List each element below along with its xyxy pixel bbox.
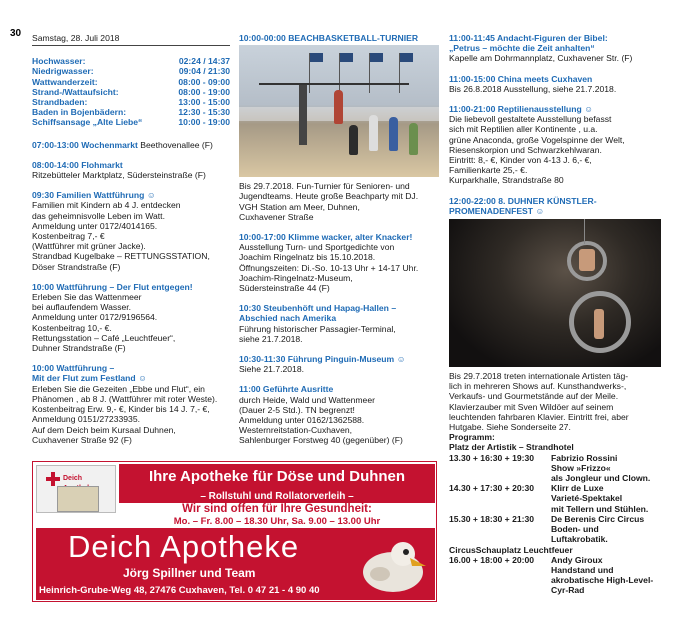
ad-headline: Ihre Apotheke für Döse und Duhnen xyxy=(119,464,435,490)
tide-label: Wattwanderzeit: xyxy=(32,76,98,87)
program-detail: Show »Frizzo« xyxy=(551,462,611,473)
text-line: Anmeldung 0151/27233935. xyxy=(32,414,140,425)
program-row xyxy=(449,453,661,484)
text-line: Erleben Sie das Wattenmeer xyxy=(32,292,142,303)
program-detail: Handstand und xyxy=(551,564,614,575)
program-time: 13.30 + 16:30 + 19:30 xyxy=(449,452,535,463)
text-line: Bis 29.7.2018. Fun-Turnier für Senioren- und xyxy=(239,181,410,192)
text-line: Die liebevoll gestaltete Ausstellung befasst xyxy=(449,114,612,125)
pharmacy-team: Jörg Spillner und Team xyxy=(123,566,256,580)
event-wochenmarkt xyxy=(32,140,230,150)
text-line: Eintritt: 8,- €, Kinder von 4-13 J. 6,- €, xyxy=(449,155,592,166)
text-line: bei auflaufendem Wasser. xyxy=(32,302,132,313)
event-title: 10:00-17:00 Klimme wacker, alter Knacker! xyxy=(239,232,413,243)
text-line: Erleben Sie die Gezeiten „Ebbe und Flut“, ein xyxy=(32,383,205,394)
text-line: Familien mit Kindern ab 4 J. entdecken xyxy=(32,200,181,211)
text-line: Cuxhavener Straße xyxy=(239,211,314,222)
event-reptilien xyxy=(449,104,661,186)
text-line: Hutgabe. Siehe Sonderseite 27. xyxy=(449,422,571,433)
program-list-2 xyxy=(449,555,661,596)
text-line: Phänomen , ab 8 J. (Wattführer mit roter Weste). xyxy=(32,393,218,404)
text-line: Sahlenburger Forstweg 40 (gegenüber) (F) xyxy=(239,435,403,446)
program-act-block xyxy=(551,514,661,545)
text-line: grüne Anaconda, große Vogelspinne der Welt, xyxy=(449,134,625,145)
text-line: Joachim Ringelnatz bis 15.10.2018. xyxy=(239,252,376,263)
program-detail: Luftakrobatik. xyxy=(551,534,608,545)
program-time: 14.30 + 17:30 + 20:30 xyxy=(449,483,535,494)
text-line: Rettungsstation – Café „Leuchtfeuer“, xyxy=(32,332,176,343)
text-line: Kostenbeitrag 10,- €. xyxy=(32,322,112,333)
text-line: leuchtenden fahrbaren Klavier. Eintritt frei, aber xyxy=(449,411,629,422)
column-3 xyxy=(449,33,661,596)
program-act: Andy Giroux xyxy=(551,554,603,565)
tide-value: 08:00 - 09:00 xyxy=(178,76,230,87)
pharmacy-cross-icon xyxy=(46,472,60,486)
text-line: (Wattführer mit grüner Jacke). xyxy=(32,241,146,252)
date-header: Samstag, 28. Juli 2018 xyxy=(32,33,230,46)
event-kuenstlerfest xyxy=(449,196,661,216)
event-flut-entgegen xyxy=(32,282,230,353)
beachbasketball-photo xyxy=(239,45,439,177)
text-line: Südersteinstraße 44 (F) xyxy=(239,283,330,294)
event-subtitle: Abschied nach Amerika xyxy=(239,313,337,324)
event-subtitle: Mit der Flut zum Festland ☺ xyxy=(32,373,147,384)
kuenstlerfest-desc xyxy=(449,371,661,432)
event-title: 10:00 Wattführung – xyxy=(32,363,115,374)
text-line: Döser Strandstraße (F) xyxy=(32,261,121,272)
program-time: 16.00 + 18:00 + 20:00 xyxy=(449,554,535,565)
program-detail: akrobatische High-Level- xyxy=(551,575,654,586)
event-beachbasketball-desc xyxy=(239,181,439,222)
text-line: Bis 26.8.2018 Ausstellung, siehe 21.7.2018. xyxy=(449,83,617,94)
text-line: durch Heide, Wald und Wattenmeer xyxy=(239,394,375,405)
program-detail: Boden- und xyxy=(551,524,599,535)
column-2 xyxy=(239,33,439,456)
event-subtitle: „Petrus – möchte die Zeit anhalten“ xyxy=(449,43,595,54)
shop-sign: Deich xyxy=(63,475,83,482)
tide-label: Niedrigwasser: xyxy=(32,66,94,77)
ad-subheadline: – Rollstuhl und Rollatorverleih – xyxy=(119,490,435,503)
text-line: lich in mehreren Shows auf. Kunsthandwerks-, xyxy=(449,381,627,392)
program-row xyxy=(449,555,661,596)
ad-hours: Mo. – Fr. 8.00 – 18.30 Uhr, Sa. 9.00 – 13.00 Uhr xyxy=(173,516,381,527)
event-subtitle: PROMENADENFEST ☺ xyxy=(449,205,545,216)
tide-value: 02:24 / 14:37 xyxy=(178,56,230,67)
event-title: 10:30 Steubenhöft und Hapag-Hallen – xyxy=(239,303,397,314)
text-line: Kostenbeitrag 7,- € xyxy=(32,231,105,242)
event-ausritte xyxy=(239,384,439,445)
event-flohmarkt xyxy=(32,160,230,180)
event-title-beachbasketball: 10:00-00:00 BEACHBASKETBALL-TURNIER xyxy=(239,33,419,43)
column-1 xyxy=(32,33,230,455)
text-line: Strandbad Kugelbake – RETTUNGSSTATION, xyxy=(32,251,210,262)
tide-value: 09:04 / 21:30 xyxy=(178,66,230,77)
event-china xyxy=(449,74,661,94)
program-row xyxy=(449,483,661,514)
event-title: 11:00-15:00 China meets Cuxhaven xyxy=(449,73,593,84)
program-title: Programm: xyxy=(449,432,495,443)
event-title: 11:00-11:45 Andacht-Figuren der Bibel: xyxy=(449,33,608,43)
text-line: Öffnungszeiten: Di.-So. 10-13 Uhr + 14-17 Uhr. xyxy=(239,262,419,273)
text-line: Cuxhavener Straße 92 (F) xyxy=(32,434,132,445)
pharmacy-storefront-image xyxy=(36,465,116,513)
program-act-block xyxy=(551,555,661,596)
text-line: Klavierzauber mit Sven Wildöer auf seinem xyxy=(449,401,614,412)
text-line: Kapelle am Dohrmannplatz, Cuxhavener Str. (F) xyxy=(449,53,633,64)
tide-table xyxy=(32,56,230,127)
event-familien-wattfuehrung xyxy=(32,190,230,272)
program-act: Klirr de Luxe xyxy=(551,483,604,494)
text-line: VGH Station am Meer, Duhnen, xyxy=(239,201,360,212)
program-detail: Cyr-Rad xyxy=(551,585,585,596)
text-line: Westernreitstation-Cuxhaven, xyxy=(239,425,353,436)
artist-photo xyxy=(449,219,661,367)
tide-label: Strandbaden: xyxy=(32,97,88,108)
text-line: Riesenskorpion und Schwarzkehlwaran. xyxy=(449,144,602,155)
pharmacy-advertisement xyxy=(32,461,437,602)
text-line: siehe 21.7.2018. xyxy=(239,333,303,344)
program-list-1 xyxy=(449,453,661,545)
page-number: 30 xyxy=(10,28,22,39)
event-flut-festland xyxy=(32,363,230,445)
tide-label: Strand-/Wattaufsicht: xyxy=(32,86,119,97)
program-act-block xyxy=(551,453,661,484)
event-title: 10:30-11:30 Führung Pinguin-Museum ☺ xyxy=(239,354,406,365)
venue-1: Platz der Artistik – Strandhotel xyxy=(449,442,574,453)
program-detail: mit Tellern und Stühlen. xyxy=(551,503,649,514)
text-line: sich mit Reptilien aller Kontinente , u.a. xyxy=(449,124,598,135)
text-line: Führung historischer Passagier-Terminal, xyxy=(239,323,396,334)
pelican-mascot-icon xyxy=(358,532,428,597)
event-andacht xyxy=(449,33,661,64)
text-line: Anmeldung unter 0172/4014165. xyxy=(32,220,158,231)
venue-2: CircusSchauplatz Leuchtfeuer xyxy=(449,544,573,555)
ad-open-line: Wir sind offen für Ihre Gesundheit: xyxy=(182,503,372,515)
text-line: Kostenbeitrag Erw. 9,- €, Kinder bis 14 J. 7,- €, xyxy=(32,404,210,415)
tide-value: 12:30 - 15:30 xyxy=(178,107,230,118)
program-act: De Berenis Circ Circus xyxy=(551,513,645,524)
text-line: Verkaufs- und Gourmetstände auf der Meile. xyxy=(449,391,619,402)
text-line: Familienkarte 25,- €. xyxy=(449,165,528,176)
event-steubenhoeft xyxy=(239,303,439,344)
text-line: Siehe 21.7.2018. xyxy=(239,364,304,375)
event-time: 07:00-13:00 Wochenmarkt xyxy=(32,139,138,150)
event-title: 08:00-14:00 Flohmarkt xyxy=(32,159,123,170)
program-act: Fabrizio Rossini xyxy=(551,452,618,463)
event-location: Ritzebütteler Marktplatz, Südersteinstraße (F) xyxy=(32,170,206,181)
event-title: 11:00 Geführte Ausritte xyxy=(239,384,334,395)
text-line: Anmeldung unter 0162/1362588. xyxy=(239,415,365,426)
program-row xyxy=(449,514,661,545)
event-location: Beethovenallee (F) xyxy=(137,139,213,150)
event-title: 10:00 Wattführung – Der Flut entgegen! xyxy=(32,281,193,292)
program-time: 15.30 + 18:30 + 21:30 xyxy=(449,513,535,524)
text-line: Ausstellung Turn- und Sportgedichte von xyxy=(239,242,395,253)
tide-value: 10:00 - 19:00 xyxy=(178,117,230,128)
pharmacy-address: Heinrich-Grube-Weg 48, 27476 Cuxhaven, Tel. 0 47 21 - 4 90 40 xyxy=(39,585,320,596)
program-detail: als Jongleur und Clown. xyxy=(551,473,651,484)
event-title: 12:00-22:00 8. DUHNER KÜNSTLER- xyxy=(449,195,597,206)
tide-label: Schiffsansage „Alte Liebe“ xyxy=(32,117,143,128)
event-pinguin-museum xyxy=(239,354,439,374)
text-line: Auf dem Deich beim Kursaal Duhnen, xyxy=(32,424,176,435)
text-line: Jugendteams. Heute große Beachparty mit DJ. xyxy=(239,191,419,202)
pharmacy-name: Deich Apotheke xyxy=(68,529,300,564)
text-line: (Dauer 2-5 Std.). TN begrenzt! xyxy=(239,404,355,415)
event-title: 11:00-21:00 Reptilienausstellung ☺ xyxy=(449,104,593,115)
text-line: das geheimnisvolle Leben im Watt. xyxy=(32,210,165,221)
event-title: 09:30 Familien Wattführung ☺ xyxy=(32,190,156,201)
tide-value: 13:00 - 15:00 xyxy=(178,97,230,108)
tide-label: Hochwasser: xyxy=(32,56,86,67)
text-line: Duhner Strandstraße (F) xyxy=(32,343,126,354)
event-klimme-wacker xyxy=(239,232,439,293)
text-line: Joachim-Ringelnatz-Museum, xyxy=(239,272,353,283)
text-line: Anmeldung unter 0172/9196564. xyxy=(32,312,158,323)
text-line: Bis 29.7.2018 treten internationale Artisten täg- xyxy=(449,371,629,382)
program-act-block xyxy=(551,483,661,514)
tide-value: 08:00 - 19:00 xyxy=(178,86,230,97)
text-line: Kurparkhalle, Strandstraße 80 xyxy=(449,175,564,186)
tide-label: Baden in Bojenbädern: xyxy=(32,107,127,118)
program-detail: Varieté-Spektakel xyxy=(551,493,623,504)
